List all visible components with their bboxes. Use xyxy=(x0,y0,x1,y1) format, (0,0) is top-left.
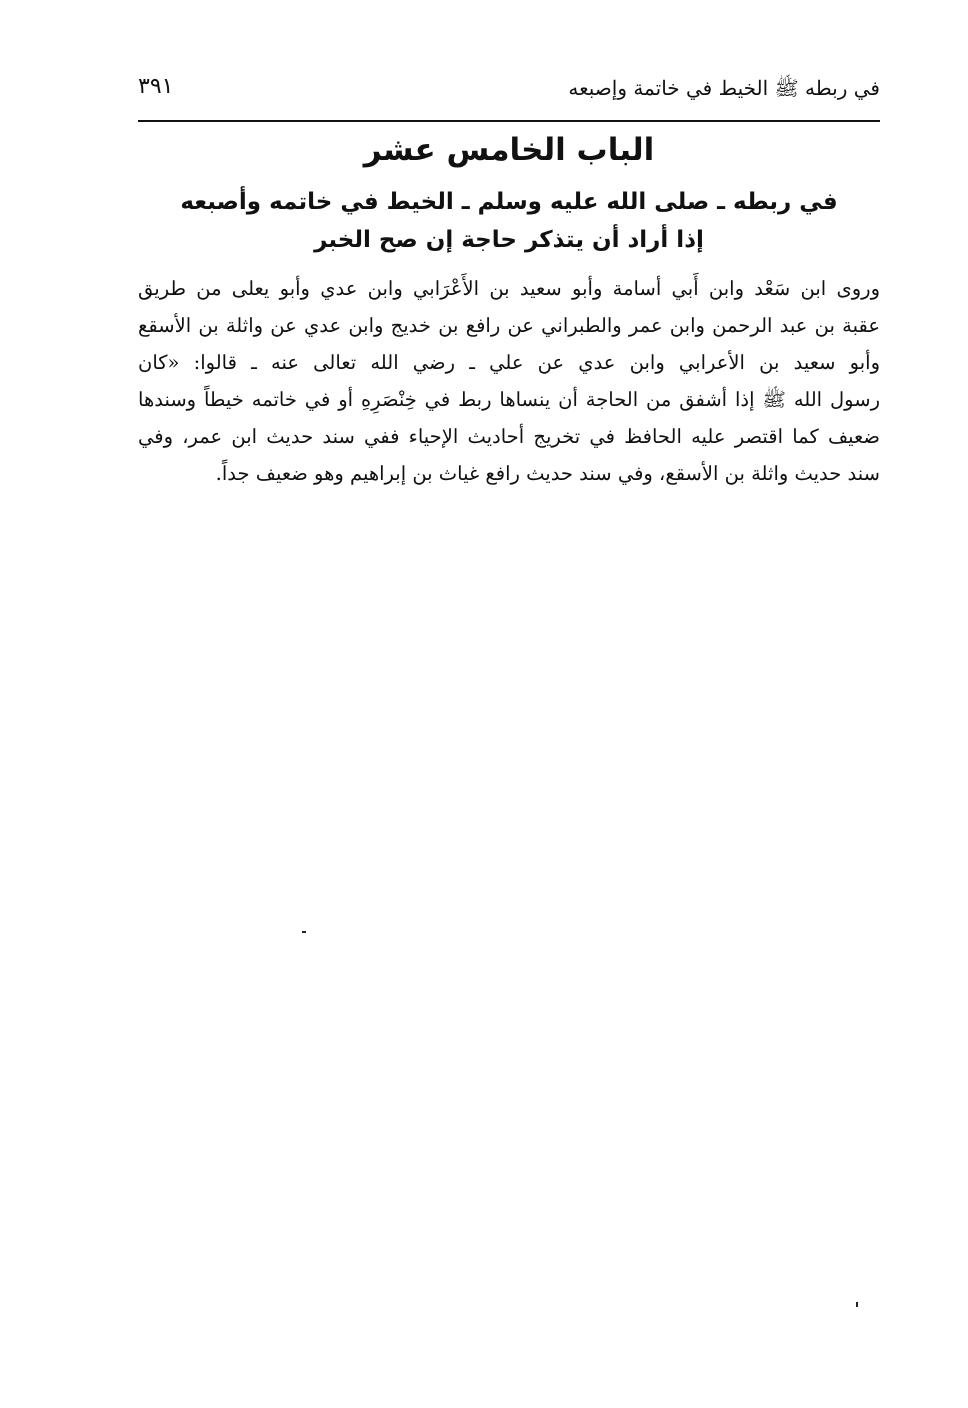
body-line-4: رسول الله ﷺ إذا أشفق من الحاجة أن ينساها ربط في خِنْصَرِهِ أو في خاتمه خيطاً وسندها xyxy=(138,388,880,411)
chapter-subtitle-line-2: إذا أراد أن يتذكر حاجة إن صح الخبر xyxy=(314,227,704,253)
body-line-2: عقبة بن عبد الرحمن وابن عمر والطبراني عن رافع بن خديج وابن عدي عن واثلة بن الأسقع xyxy=(138,314,880,337)
scan-speck xyxy=(302,931,306,933)
running-title: في ربطه ﷺ الخيط في خاتمة وإصبعه xyxy=(568,76,880,100)
running-header xyxy=(138,72,880,112)
body-line-3: وأبو سعيد بن الأعرابي وابن عدي عن علي ـ رضي الله تعالى عنه ـ قالوا: «كان xyxy=(138,351,880,374)
chapter-subtitle-line-1: في ربطه ـ صلى الله عليه وسلم ـ الخيط في خاتمه وأصبعه xyxy=(180,189,838,215)
body-paragraph xyxy=(138,270,880,492)
header-rule xyxy=(138,120,880,122)
body-line-1: وروى ابن سَعْد وابن أَبي أسامة وأبو سعيد بن الأَعْرَابي وابن عدي وأبو يعلى من طريق xyxy=(138,277,880,300)
body-line-5: ضعيف كما اقتصر عليه الحافظ في تخريج أحاديث الإحياء ففي سند حديث ابن عمر، وفي xyxy=(138,425,880,448)
chapter-title: الباب الخامس عشر xyxy=(363,132,655,168)
body-line-6: سند حديث واثلة بن الأسقع، وفي سند حديث رافع غياث بن إبراهيم وهو ضعيف جداً. xyxy=(215,462,880,485)
page-number: ٣٩١ xyxy=(138,74,174,99)
scan-speck xyxy=(856,1302,858,1307)
